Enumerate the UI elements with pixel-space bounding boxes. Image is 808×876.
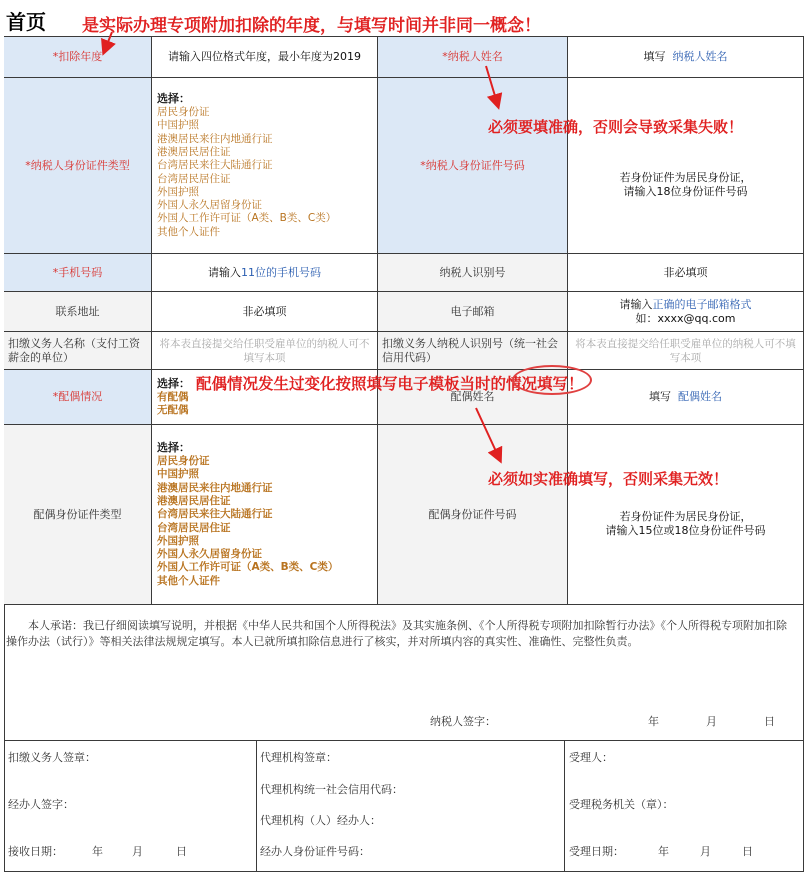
page-title: 首页 xyxy=(6,10,46,34)
spouse-id-type-option: 中国护照 xyxy=(157,468,199,481)
accept-day: 日 xyxy=(742,845,753,858)
address-label-cell xyxy=(4,292,152,332)
id-type-option: 外国人永久居留身份证 xyxy=(157,199,262,212)
taxpayer-name-hint-value: 纳税人姓名 xyxy=(672,50,728,63)
spouse-id-type-label-cell xyxy=(4,425,152,605)
spouse-name-hint-prefix: 填写 xyxy=(649,390,671,403)
handler-sign-label[interactable]: 经办人签字： xyxy=(8,798,74,811)
spouse-id-number-hint-line1: 若身份证件为居民身份证， xyxy=(619,509,752,523)
id-type-option: 台湾居民来往大陆通行证 xyxy=(157,159,273,172)
email-hint-example: 如：xxxx@qq.com xyxy=(635,311,736,325)
spouse-status-option: 有配偶 xyxy=(157,390,189,403)
spouse-id-type-option: 外国人工作许可证（A类、B类、C类） xyxy=(157,561,339,574)
email-hint-prefix: 请输入 xyxy=(619,297,653,311)
taxpayer-id-label: 纳税人识别号 xyxy=(439,265,506,279)
email-label: 电子邮箱 xyxy=(450,304,495,318)
spouse-status-option: 无配偶 xyxy=(157,404,189,416)
id-type-option: 港澳居民来往内地通行证 xyxy=(157,132,273,145)
address-label: 联系地址 xyxy=(55,304,100,318)
spouse-name-label: 配偶姓名 xyxy=(450,390,495,403)
deduct-year-label: *扣除年度 xyxy=(52,50,103,63)
receive-month: 月 xyxy=(132,845,143,858)
spouse-status-label: *配偶情况 xyxy=(52,390,103,403)
phone-hint-prefix: 请输入 xyxy=(208,265,241,279)
taxpayer-name-hint-cell[interactable] xyxy=(568,37,804,78)
withholder-seal-label[interactable]: 扣缴义务人签章： xyxy=(8,751,96,764)
taxpayer-name-hint-prefix: 填写 xyxy=(643,50,666,63)
withholder-code-label-cell xyxy=(378,332,568,370)
taxpayer-id-hint: 非必填项 xyxy=(663,265,708,279)
id-type-option: 港澳居民居住证 xyxy=(157,145,231,158)
withholder-name-ghost: 将本表直接提交给任职受雇单位的纳税人可不填写本项 xyxy=(159,337,370,364)
annotation-must-truthful: 必须如实准确填写，否则采集无效！ xyxy=(488,470,729,488)
agency-code-label[interactable]: 代理机构统一社会信用代码： xyxy=(260,783,403,796)
highlight-ellipse xyxy=(512,365,592,395)
footer-divider xyxy=(4,740,804,741)
spouse-id-type-label: 配偶身份证件类型 xyxy=(33,507,122,521)
spouse-id-type-option: 其他个人证件 xyxy=(157,574,220,587)
withholder-name-label: 扣缴义务人名称（支付工资薪金的单位） xyxy=(8,336,140,364)
receive-date-label[interactable]: 接收日期： xyxy=(8,845,63,858)
withholder-code-ghost-cell[interactable] xyxy=(568,332,804,370)
annotation-must-accurate: 必须要填准确，否则会导致采集失败！ xyxy=(488,118,744,136)
withholder-name-ghost-cell[interactable] xyxy=(152,332,378,370)
id-number-hint-line2: 请输入18位身份证件号码 xyxy=(623,184,748,198)
phone-label: *手机号码 xyxy=(52,265,103,279)
email-hint-cell[interactable] xyxy=(568,292,804,332)
email-hint-value: 正确的电子邮箱格式 xyxy=(652,297,752,311)
withholder-code-label: 扣缴义务人纳税人识别号（统一社会信用代码） xyxy=(382,336,558,364)
id-type-option: 居民身份证 xyxy=(157,106,210,119)
taxpayer-id-hint-cell[interactable] xyxy=(568,254,804,292)
spouse-id-type-option: 居民身份证 xyxy=(157,455,210,468)
spouse-id-number-hint-line2: 请输入15位或18位身份证件号码 xyxy=(605,523,766,537)
accept-year: 年 xyxy=(658,845,669,858)
id-type-option: 外国人工作许可证（A类、B类、C类） xyxy=(157,212,337,225)
id-number-label: *纳税人身份证件号码 xyxy=(420,158,525,172)
withholder-code-ghost: 将本表直接提交给任职受雇单位的纳税人可不填写本项 xyxy=(575,337,796,364)
receive-year: 年 xyxy=(92,845,103,858)
spouse-status-options-title: 选择： xyxy=(157,376,190,390)
spouse-id-type-options-title: 选择： xyxy=(157,441,190,455)
signature-month: 月 xyxy=(706,715,717,728)
withholder-name-label-cell xyxy=(4,332,152,370)
deduct-year-hint: 请输入四位格式年度，最小年度为2019 xyxy=(168,50,361,63)
spouse-id-number-hint-cell[interactable] xyxy=(568,425,804,605)
spouse-id-type-option: 台湾居民居住证 xyxy=(157,521,231,534)
taxpayer-signature-label[interactable]: 纳税人签字： xyxy=(430,715,496,728)
phone-hint-cell[interactable] xyxy=(152,254,378,292)
id-type-option: 外国护照 xyxy=(157,185,199,198)
signature-day: 日 xyxy=(764,715,775,728)
receive-day: 日 xyxy=(176,845,187,858)
deduct-year-label-cell xyxy=(4,37,152,78)
deduct-year-hint-cell[interactable] xyxy=(152,37,378,78)
id-number-label-cell xyxy=(378,78,568,254)
accept-date-label[interactable]: 受理日期： xyxy=(569,845,624,858)
tax-office-label[interactable]: 受理税务机关（章）： xyxy=(569,798,674,811)
taxpayer-id-label-cell xyxy=(378,254,568,292)
email-label-cell xyxy=(378,292,568,332)
id-type-label-cell xyxy=(4,78,152,254)
taxpayer-promise: 本人承诺：我已仔细阅读填写说明，并根据《中华人民共和国个人所得税法》及其实施条例、《个人所得税专项附加扣除暂行办法》《个人所得税专项附加扣除操作办法（试行）》等相关法律法规规定填写。本人已就所填扣除信息进行了核实，并对所填内容的真实性、准确性、完整性负责。 xyxy=(6,619,787,648)
spouse-id-type-option: 外国人永久居留身份证 xyxy=(157,548,262,561)
spouse-id-type-option: 外国护照 xyxy=(157,534,199,547)
spouse-id-number-label: 配偶身份证件号码 xyxy=(428,507,517,521)
taxpayer-name-label: *纳税人姓名 xyxy=(442,50,503,63)
spouse-id-type-options-cell[interactable] xyxy=(152,425,378,605)
agency-handler-label[interactable]: 代理机构（人）经办人： xyxy=(260,814,381,827)
id-type-options-cell[interactable] xyxy=(152,78,378,254)
handler-id-label[interactable]: 经办人身份证件号码： xyxy=(260,845,370,858)
signature-year: 年 xyxy=(648,715,659,728)
spouse-name-hint-value: 配偶姓名 xyxy=(678,390,722,403)
spouse-id-type-option: 港澳居民居住证 xyxy=(157,494,231,507)
acceptor-label[interactable]: 受理人： xyxy=(569,751,613,764)
spouse-id-type-option: 港澳居民来往内地通行证 xyxy=(157,481,273,494)
agency-seal-label[interactable]: 代理机构签章： xyxy=(260,751,337,764)
id-number-hint-line1: 若身份证件为居民身份证， xyxy=(619,170,752,184)
phone-label-cell xyxy=(4,254,152,292)
spouse-id-number-label-cell xyxy=(378,425,568,605)
taxpayer-name-label-cell xyxy=(378,37,568,78)
spouse-id-type-option: 台湾居民来往大陆通行证 xyxy=(157,508,273,521)
address-hint: 非必填项 xyxy=(242,304,287,318)
id-type-label: *纳税人身份证件类型 xyxy=(25,158,130,172)
id-type-options-title: 选择： xyxy=(157,92,190,106)
footer-col-divider-2 xyxy=(564,740,565,872)
id-type-option: 中国护照 xyxy=(157,119,199,132)
annotation-spouse-change: 配偶情况发生过变化按照填写电子模板当时的情况填写！ xyxy=(196,375,584,393)
phone-hint-value: 11位的手机号码 xyxy=(241,265,321,279)
spouse-name-hint-cell[interactable] xyxy=(568,370,804,425)
accept-month: 月 xyxy=(700,845,711,858)
id-type-option: 其他个人证件 xyxy=(157,225,220,238)
address-hint-cell[interactable] xyxy=(152,292,378,332)
id-number-hint-cell[interactable] xyxy=(568,78,804,254)
footer-col-divider-1 xyxy=(256,740,257,872)
id-type-option: 台湾居民居住证 xyxy=(157,172,231,185)
header-annotation: 是实际办理专项附加扣除的年度，与填写时间并非同一概念！ xyxy=(82,16,541,36)
spouse-status-label-cell xyxy=(4,370,152,425)
